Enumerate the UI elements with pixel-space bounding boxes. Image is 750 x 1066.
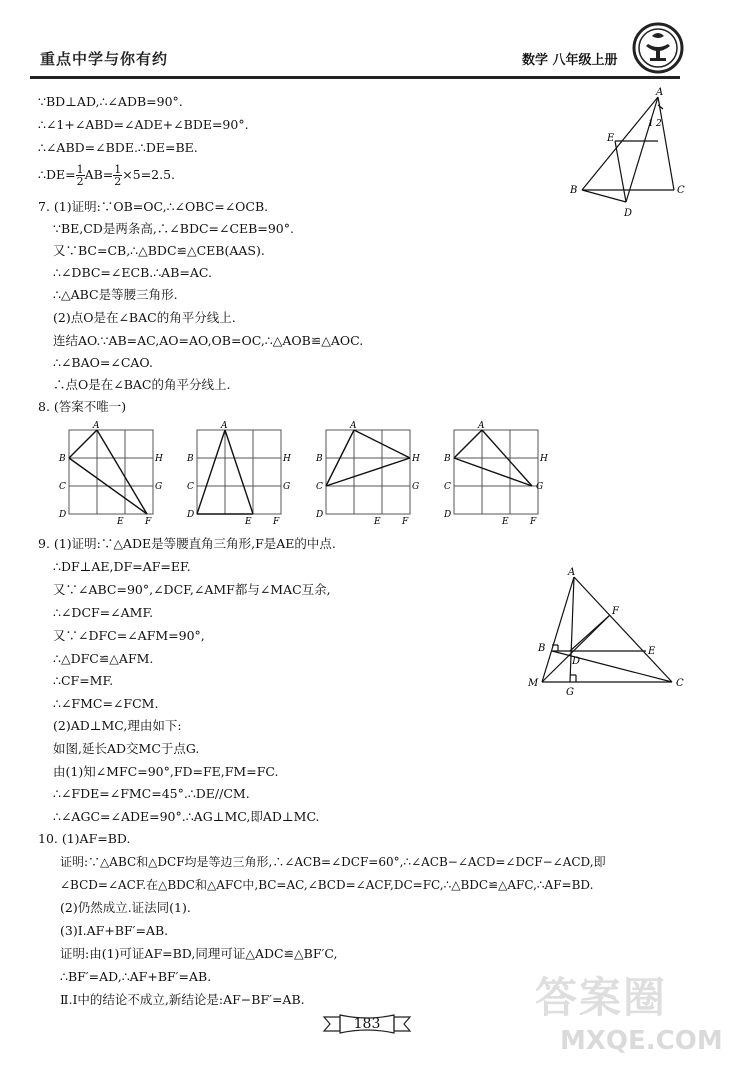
point-label: E [245,517,252,526]
point-label: A [568,567,576,578]
book-logo-icon [632,22,684,74]
text-line: 证明:∵△ABC和△DCF均是等边三角形,∴∠ACB=∠DCF=60°,∴∠ACB−∠ACD=∠DCF−∠ACD,即 [60,855,606,869]
text-line: ∴△DFC≌△AFM. [53,651,154,666]
text-line: ∴∠1+∠ABD=∠ADE+∠BDE=90°. [38,117,249,132]
point-label: D [572,656,581,667]
point-label: E [117,517,124,526]
point-label: C [59,482,66,492]
grid-figure-4 [440,418,550,526]
text-line: ∴∠AGC=∠ADE=90°.∴AG⊥MC,即AD⊥MC. [53,809,320,824]
point-label: H [155,454,163,464]
point-label: H [412,454,420,464]
text-line: 又∵∠DFC=∠AFM=90°, [53,628,205,643]
point-label: M [528,678,539,689]
text-line: (2)点O是在∠BAC的角平分线上. [53,310,236,325]
watermark-url: MXQE.COM [560,1026,723,1056]
point-label: C [187,482,194,492]
equation-tail: ×5=2.5. [122,167,176,182]
problem-10-heading: 10. (1)AF=BD. [38,831,131,846]
text-line: 由(1)知∠MFC=90°,FD=FE,FM=FC. [53,764,279,779]
point-label: B [444,454,451,464]
point-label: F [530,517,537,526]
point-label: B [570,185,578,196]
point-label: H [283,454,291,464]
text-line: ∴∠FMC=∠FCM. [53,696,159,711]
text-line: ∴∠FDE=∠FMC=45°.∴DE//CM. [53,786,250,801]
fraction: $\frac{1}{2}$ [76,163,84,188]
point-label: H [540,454,548,464]
grid-figure-1 [55,418,165,526]
problem-8-heading: 8. (答案不唯一) [38,399,127,414]
point-label: A [93,421,100,431]
point-label: E [648,646,656,657]
point-label: G [566,687,574,698]
text-line: ∴∠ABD=∠BDE.∴DE=BE. [38,140,198,155]
grid-figure-3 [312,418,422,526]
angle-label: 2 [656,119,662,129]
text-line: 如图,延长AD交MC于点G. [53,741,200,756]
text-line: ∵BD⊥AD,∴∠ADB=90°. [38,94,183,109]
point-label: G [155,482,163,492]
watermark-logo: 答案圈 [535,973,668,1022]
text-line: ∴BF′=AD,∴AF+BF′=AB. [60,969,212,984]
point-label: B [59,454,66,464]
point-label: B [538,643,546,654]
point-label: C [676,678,684,689]
point-label: C [444,482,451,492]
point-label: D [59,510,67,520]
point-label: B [316,454,323,464]
point-label: A [656,87,664,98]
point-label: E [607,133,615,144]
text-line: ∴DF⊥AE,DF=AF=EF. [53,559,191,574]
text-line: ∵BE,CD是两条高,∴∠BDC=∠CEB=90°. [53,221,294,236]
text-line: ∴△ABC是等腰三角形. [53,287,178,302]
text-line: (3)Ⅰ.AF+BF′=AB. [60,923,169,938]
point-label: D [316,510,324,520]
point-label: C [677,185,685,196]
text-line: ∴∠DBC=∠ECB.∴AB=AC. [53,265,212,280]
text-line: ∴CF=MF. [53,673,114,688]
point-label: D [444,510,452,520]
equation-mid: AB= [84,167,114,182]
point-label: G [536,482,544,492]
point-label: B [187,454,194,464]
page-number: 183 [353,1016,381,1032]
point-label: F [273,517,280,526]
angle-label: 1 [648,119,654,129]
text-line: ∴∠BAO=∠CAO. [53,355,153,370]
point-label: E [502,517,509,526]
point-label: D [187,510,195,520]
problem-9-heading: 9. (1)证明:∵△ADE是等腰直角三角形,F是AE的中点. [38,536,336,551]
text-line: 证明:由(1)可证AF=BD,同理可证△ADC≌△BF′C, [60,946,338,961]
text-line: (2)AD⊥MC,理由如下: [53,718,182,733]
equation-line [38,164,175,187]
point-label: E [374,517,381,526]
point-label: F [402,517,409,526]
text-line: Ⅱ.Ⅰ中的结论不成立,新结论是:AF−BF′=AB. [60,992,305,1007]
point-label: F [612,606,619,617]
figure-triangle-abcde [560,85,700,230]
problem-7-heading: 7. (1)证明:∵OB=OC,∴∠OBC=∠OCB. [38,199,269,214]
text-line: 连结AO.∵AB=AC,AO=AO,OB=OC,∴△AOB≌△AOC. [53,333,364,348]
text-line: ∴点O是在∠BAC的角平分线上. [53,377,231,392]
point-label: G [412,482,420,492]
figure-triangle-admfc [522,565,692,705]
point-label: D [624,208,633,219]
fraction: $\frac{1}{2}$ [114,163,122,188]
subject-grade-label: 数学 八年级上册 [522,53,618,68]
text-line: ∠BCD=∠ACF.在△BDC和△AFC中,BC=AC,∠BCD=∠ACF,DC=FC,∴△BDC≌△AFC,∴AF=BD. [60,878,594,892]
point-label: F [145,517,152,526]
point-label: G [283,482,291,492]
point-label: C [316,482,323,492]
point-label: A [478,421,485,431]
equation-lead: ∴DE= [38,167,76,182]
book-series-title: 重点中学与你有约 [40,50,169,68]
text-line: ∴∠DCF=∠AMF. [53,605,154,620]
grid-figure-2 [183,418,293,526]
text-line: (2)仍然成立.证法同(1). [60,900,191,915]
text-line: 又∵BC=CB,∴△BDC≌△CEB(AAS). [53,243,265,258]
page-number-ribbon [322,1013,412,1035]
point-label: A [221,421,228,431]
point-label: A [350,421,357,431]
text-line: 又∵∠ABC=90°,∠DCF,∠AMF都与∠MAC互余, [53,582,331,597]
